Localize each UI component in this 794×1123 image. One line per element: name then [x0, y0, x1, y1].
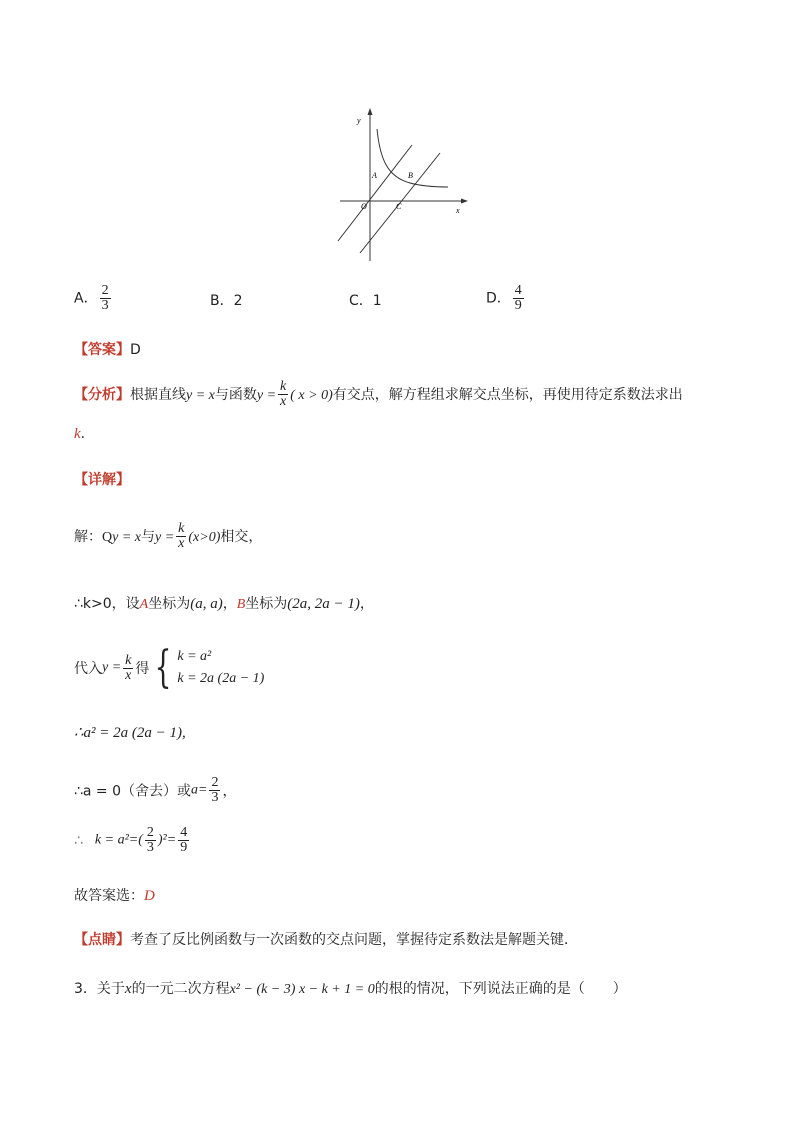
function-graph: [330, 105, 475, 265]
answer-value: D: [130, 342, 141, 358]
detail-line-4: ∴a² = 2a (2a − 1),: [74, 725, 186, 741]
line-y-equals-x: [338, 145, 412, 241]
analysis-line-1: 【分析】根据直线y = x与函数y = $\frac{k}{x}$ ( x > 0)有交点，解方程组求解交点坐标，再使用待定系数法求出: [74, 379, 683, 409]
option-c: C．1: [349, 293, 382, 309]
analysis-label: 【分析】: [74, 387, 130, 403]
detail-fraction-3: $\frac{k}{x}$: [125, 652, 132, 683]
detail-line-1: 解：Qy = x与y = $\frac{k}{x}$ (x>0)相交，: [74, 521, 263, 551]
comment-line: 【点睛】考查了反比例函数与一次函数的交点问题，掌握待定系数法是解题关键．: [74, 932, 578, 948]
option-d: [486, 284, 526, 313]
option-a-letter: A．: [74, 290, 98, 307]
system-brace: {: [154, 642, 172, 693]
detail-fraction-6a: $\frac{2}{3}$: [146, 825, 154, 855]
question-3: 3．关于x的一元二次方程x² − (k − 3) x − k + 1 = 0的根的情况，下列说法正确的是（ ）: [74, 981, 627, 997]
label-y: y: [357, 116, 361, 125]
detail-line-3: 代入y = $\frac{k}{x}$ 得 { k = a² k = 2a (2a − 1): [74, 642, 265, 693]
x-axis-arrow: [461, 199, 468, 204]
label-a: A: [372, 171, 377, 180]
equation-system: k = a² k = 2a (2a − 1): [177, 649, 265, 686]
option-b: B．2: [210, 293, 243, 309]
y-axis-arrow: [368, 108, 373, 115]
option-a-fraction: $\frac{2}{3}$: [101, 283, 109, 313]
label-c: C: [396, 202, 402, 211]
option-d-letter: D．: [486, 290, 511, 307]
label-b: B: [408, 171, 413, 180]
option-a: [74, 284, 113, 313]
option-d-fraction: $\frac{4}{9}$: [514, 283, 522, 313]
analysis-fraction: $\frac{k}{x}$: [280, 379, 287, 409]
detail-line-5: ∴a = 0（舍去）或a= $\frac{2}{3}$ ，: [74, 775, 237, 805]
detail-label: 【详解】: [74, 472, 130, 488]
answer-label: 【答案】: [74, 342, 130, 358]
label-o: O: [361, 202, 367, 211]
detail-line-7: 故答案选：D: [74, 888, 155, 904]
analysis-line-2: k.: [74, 426, 86, 442]
detail-line-2: ∴k>0，设A坐标为(a, a)，B坐标为(2a, 2a − 1)，: [74, 596, 374, 612]
label-x: x: [456, 206, 460, 215]
detail-fraction-5: $\frac{2}{3}$: [211, 775, 219, 805]
answer-line: [74, 339, 141, 359]
detail-line-6: ∴ k = a²=( $\frac{2}{3}$ )²= $\frac{4}{9}$: [74, 825, 188, 855]
comment-label: 【点睛】: [74, 932, 130, 948]
detail-fraction-1: $\frac{k}{x}$: [178, 521, 185, 551]
detail-fraction-6b: $\frac{4}{9}$: [180, 825, 188, 855]
